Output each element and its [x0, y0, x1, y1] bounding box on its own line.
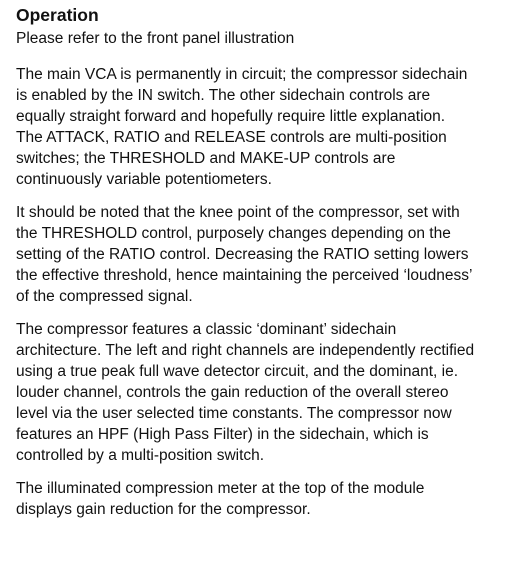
paragraph-line: displays gain reduction for the compressor.	[16, 501, 311, 518]
paragraph-line: level via the user selected time constants. The compressor now	[16, 405, 452, 422]
paragraph-line: setting of the RATIO control. Decreasing the RATIO setting lowers	[16, 246, 469, 263]
paragraph-line: The illuminated compression meter at the top of the module	[16, 480, 425, 497]
document-page	[16, 4, 522, 532]
paragraph-line: The ATTACK, RATIO and RELEASE controls are multi-position	[16, 129, 447, 146]
paragraph-line: The compressor features a classic ‘dominant’ sidechain	[16, 321, 397, 338]
paragraph-line: continuously variable potentiometers.	[16, 171, 272, 188]
paragraph-line: of the compressed signal.	[16, 288, 193, 305]
paragraph-line: controlled by a multi-position switch.	[16, 447, 265, 464]
paragraph-line: switches; the THRESHOLD and MAKE-UP controls are	[16, 150, 396, 167]
paragraph-line: the effective threshold, hence maintaining the perceived ‘loudness’	[16, 267, 473, 284]
paragraph-line: is enabled by the IN switch. The other sidechain controls are	[16, 87, 431, 104]
paragraph-vca-sidechain	[16, 64, 522, 190]
section-subtitle: Please refer to the front panel illustration	[16, 30, 295, 47]
paragraph-line: using a true peak full wave detector circuit, and the dominant, ie.	[16, 363, 458, 380]
paragraph-line: equally straight forward and hopefully require little explanation.	[16, 108, 446, 125]
paragraph-line: the THRESHOLD control, purposely changes depending on the	[16, 225, 451, 242]
paragraph-knee-point	[16, 202, 522, 307]
paragraph-compression-meter	[16, 478, 522, 520]
section-heading: Operation	[16, 5, 99, 25]
paragraph-dominant-sidechain	[16, 319, 522, 466]
paragraph-line: louder channel, controls the gain reduction of the overall stereo	[16, 384, 449, 401]
paragraph-line: The main VCA is permanently in circuit; the compressor sidechain	[16, 66, 468, 83]
paragraph-line: architecture. The left and right channels are independently rectified	[16, 342, 475, 359]
paragraph-line: features an HPF (High Pass Filter) in the sidechain, which is	[16, 426, 429, 443]
paragraph-line: It should be noted that the knee point of the compressor, set with	[16, 204, 460, 221]
